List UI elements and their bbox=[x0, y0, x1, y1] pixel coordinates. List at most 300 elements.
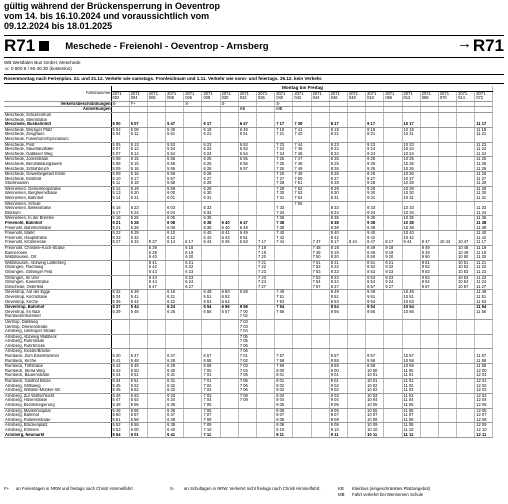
route-number-right: R71 bbox=[472, 36, 504, 55]
departure-time: 10 52 bbox=[457, 265, 475, 270]
departure-time: 8 50 bbox=[366, 255, 384, 260]
departure-time: 6 27 bbox=[202, 177, 220, 182]
departure-time: 6 35 bbox=[202, 216, 220, 221]
departure-time: 7 59 bbox=[275, 364, 293, 369]
departure-time: 8 57 bbox=[366, 285, 384, 290]
stop-name: Wennemen, Schule bbox=[4, 201, 111, 206]
departure-time: 9 50 bbox=[420, 255, 438, 260]
trip-number-bottom: 004 bbox=[129, 96, 147, 101]
departure-time: 8 07 bbox=[275, 413, 293, 418]
departure-time: 9 38 bbox=[366, 221, 384, 226]
departure-time: 10 54 bbox=[457, 280, 475, 285]
departure-time: 6 40 bbox=[220, 221, 238, 226]
departure-time: 6 31 bbox=[166, 379, 184, 384]
trip-number-top: 2071 bbox=[275, 91, 293, 96]
departure-time: 8 22 bbox=[329, 265, 347, 270]
departure-time: 8 38 bbox=[329, 221, 347, 226]
departure-time: 11 09 bbox=[402, 423, 420, 428]
header-line1: gültig während der Brückensperrung in Oeventrop bbox=[4, 1, 221, 11]
departure-time: 5 09 bbox=[129, 127, 147, 132]
departure-time: 10 23 bbox=[402, 142, 420, 147]
departure-time: 10 27 bbox=[402, 177, 420, 182]
departure-time: 6 28 bbox=[166, 359, 184, 364]
restriction-cell: S- bbox=[220, 101, 238, 107]
trip-number-bottom: 072 bbox=[475, 96, 493, 101]
trip-number-top: 2071 bbox=[347, 91, 365, 96]
departure-time: 11 31 bbox=[475, 196, 493, 201]
departure-time: 11 38 bbox=[475, 221, 493, 226]
departure-time: 5 49 bbox=[166, 127, 184, 132]
stop-name: Freienohl, Christine-Koch-Straße bbox=[4, 246, 111, 251]
departure-time: 6 22 bbox=[184, 265, 202, 270]
departure-time: 11 27 bbox=[475, 177, 493, 182]
footnote-mb-key: MB bbox=[338, 492, 345, 497]
departure-time: 8 33 bbox=[329, 206, 347, 211]
departure-time: 5 34 bbox=[129, 240, 147, 245]
departure-time: 5 42 bbox=[129, 300, 147, 305]
departure-time: 5 23 bbox=[111, 236, 129, 241]
departure-time: 7 29 bbox=[275, 186, 293, 191]
departure-time: 5 02 bbox=[111, 127, 129, 132]
departure-time: 5 39 bbox=[147, 251, 165, 256]
departure-time: 9 19 bbox=[384, 246, 402, 251]
departure-time: 5 00 bbox=[111, 122, 129, 127]
departure-time: 11 34 bbox=[475, 211, 493, 216]
departure-time: 7 24 bbox=[275, 147, 293, 152]
departure-time: 6 19 bbox=[184, 251, 202, 256]
departure-time: 7 58 bbox=[275, 359, 293, 364]
departure-time: 7 50 bbox=[293, 177, 311, 182]
restriction-cell: S- bbox=[111, 101, 129, 107]
departure-time: 8 56 bbox=[329, 310, 347, 315]
departure-time: 7 06 bbox=[238, 349, 256, 354]
departure-time: 6 29 bbox=[202, 186, 220, 191]
departure-time: 10 03 bbox=[366, 393, 384, 398]
departure-time: 9 27 bbox=[366, 177, 384, 182]
departure-time: 5 37 bbox=[147, 240, 165, 245]
stop-name: Glösingen, Kaiserstraße bbox=[4, 280, 111, 285]
departure-time: 10 48 bbox=[457, 246, 475, 251]
departure-time: 7 28 bbox=[275, 181, 293, 186]
departure-time: 6 01 bbox=[166, 196, 184, 201]
departure-time bbox=[457, 433, 475, 438]
departure-time: 8 21 bbox=[329, 132, 347, 137]
departure-time: 7 47 bbox=[293, 157, 311, 162]
departure-time: 5 23 bbox=[129, 206, 147, 211]
departure-time: 11 02 bbox=[402, 384, 420, 389]
departure-time: 10 33 bbox=[402, 206, 420, 211]
stop-name: Wennemen, Bielesstraße bbox=[4, 206, 111, 211]
departure-time: 5 29 bbox=[129, 231, 147, 236]
departure-time: 9 24 bbox=[366, 147, 384, 152]
departure-time: 6 19 bbox=[202, 127, 220, 132]
departure-time: 8 58 bbox=[329, 359, 347, 364]
departure-time: 10 09 bbox=[366, 423, 384, 428]
stop-name: Arnsberg, Ruhrstraße bbox=[4, 339, 111, 344]
stop-name: Oeventrop, Im Nazi bbox=[4, 310, 111, 315]
departure-time: 9 19 bbox=[366, 127, 384, 132]
departure-time: 6 05 bbox=[166, 216, 184, 221]
departure-time: 9 57 bbox=[420, 285, 438, 290]
departure-time: 5 36 bbox=[111, 300, 129, 305]
departure-time: 6 18 bbox=[184, 246, 202, 251]
departure-time: 5 25 bbox=[129, 216, 147, 221]
departure-time: 10 00 bbox=[366, 369, 384, 374]
departure-time: 7 21 bbox=[257, 260, 275, 265]
departure-time: 6 48 bbox=[238, 226, 256, 231]
departure-time: 7 03 bbox=[238, 364, 256, 369]
departure-time: 6 38 bbox=[166, 418, 184, 423]
departure-time: 5 53 bbox=[166, 142, 184, 147]
departure-time: 5 52 bbox=[129, 384, 147, 389]
departure-time: 6 29 bbox=[166, 364, 184, 369]
stop-name: Rumbeck, Gasthof Brüse bbox=[4, 379, 111, 384]
departure-time: 11 19 bbox=[475, 246, 493, 251]
departure-time: 6 58 bbox=[202, 359, 220, 364]
departure-time: 8 08 bbox=[275, 418, 293, 423]
departure-time: 6 49 bbox=[238, 127, 256, 132]
departure-time: 7 19 bbox=[257, 251, 275, 256]
departure-time: 7 45 bbox=[293, 147, 311, 152]
trip-number-top: 2071 bbox=[129, 91, 147, 96]
departure-time: 8 54 bbox=[329, 305, 347, 310]
departure-time: 9 22 bbox=[384, 265, 402, 270]
stop-name: Meschede, Gallikiser Weg bbox=[4, 152, 111, 157]
departure-time: 11 21 bbox=[475, 132, 493, 137]
stop-name: Oeventrop, Kirche bbox=[4, 300, 111, 305]
departure-time: 9 51 bbox=[366, 295, 384, 300]
trip-number-top: 2071 bbox=[402, 91, 420, 96]
trip-number-bottom: 044 bbox=[311, 96, 329, 101]
departure-time: 10 26 bbox=[402, 172, 420, 177]
stop-name: Arnsberg, Bahnhof bbox=[4, 413, 111, 418]
departure-time: 11 59 bbox=[475, 364, 493, 369]
departure-time: 6 14 bbox=[166, 240, 184, 245]
departure-time: 7 27 bbox=[257, 285, 275, 290]
departure-time: 11 24 bbox=[475, 280, 493, 285]
departure-time: 12 07 bbox=[475, 413, 493, 418]
departure-time: 5 44 bbox=[111, 373, 129, 378]
departure-time: 6 38 bbox=[202, 221, 220, 226]
departure-time: 6 08 bbox=[166, 226, 184, 231]
departure-time: 9 47 bbox=[420, 240, 438, 245]
departure-time: 6 51 bbox=[238, 132, 256, 137]
departure-time: 6 10 bbox=[166, 231, 184, 236]
departure-time: 5 55 bbox=[129, 403, 147, 408]
trip-number-top: 2071 bbox=[329, 91, 347, 96]
departure-time: 5 56 bbox=[166, 167, 184, 172]
departure-time: 9 42 bbox=[366, 236, 384, 241]
departure-time: 5 43 bbox=[147, 275, 165, 280]
departure-time: 6 45 bbox=[220, 240, 238, 245]
departure-time: 9 23 bbox=[366, 142, 384, 147]
departure-time: 6 30 bbox=[202, 191, 220, 196]
header bbox=[4, 1, 220, 31]
departure-time: 5 51 bbox=[129, 379, 147, 384]
trip-number-top: 2071 bbox=[420, 91, 438, 96]
departure-time: 7 23 bbox=[257, 270, 275, 275]
trip-number-top: 2071 bbox=[220, 91, 238, 96]
departure-time: 7 02 bbox=[202, 388, 220, 393]
departure-time: 12 04 bbox=[475, 398, 493, 403]
departure-time: 5 39 bbox=[111, 310, 129, 315]
departure-time: 7 40 bbox=[275, 231, 293, 236]
stop-name: Arnsberg, Kloster/Brücke bbox=[4, 349, 111, 354]
trip-number-bottom: 026 bbox=[184, 96, 202, 101]
departure-time: 10 58 bbox=[402, 359, 420, 364]
trip-number-bottom: 042 bbox=[293, 96, 311, 101]
departure-time: 8 51 bbox=[366, 260, 384, 265]
departure-time: 11 28 bbox=[475, 181, 493, 186]
departure-time: 11 04 bbox=[402, 398, 420, 403]
departure-time: 5 48 bbox=[129, 359, 147, 364]
departure-time: 5 10 bbox=[111, 177, 129, 182]
departure-time: 7 23 bbox=[257, 275, 275, 280]
departure-time: 6 43 bbox=[220, 236, 238, 241]
departure-time: 7 00 bbox=[202, 369, 220, 374]
departure-time bbox=[238, 433, 256, 438]
departure-time: 6 33 bbox=[166, 393, 184, 398]
departure-time: 9 20 bbox=[384, 255, 402, 260]
departure-time: 7 19 bbox=[257, 246, 275, 251]
trip-number-bottom: 002 bbox=[111, 96, 129, 101]
departure-time: 8 44 bbox=[347, 240, 365, 245]
departure-time: 7 51 bbox=[293, 181, 311, 186]
departure-time: 5 51 bbox=[129, 373, 147, 378]
stop-name: Uentrop, Dahlweg bbox=[4, 319, 111, 324]
footnote-sminus-text: an Schultagen in NRW. Verkehrt nicht freitags nach Christi Himmelfahrt. bbox=[184, 486, 321, 491]
departure-time: 10 51 bbox=[457, 260, 475, 265]
departure-time: 5 04 bbox=[111, 132, 129, 137]
stop-name: Rumbeck, Kirche bbox=[4, 359, 111, 364]
departure-time: 6 25 bbox=[202, 162, 220, 167]
departure-time: 10 07 bbox=[366, 413, 384, 418]
departure-time: 8 01 bbox=[275, 379, 293, 384]
departure-time: 5 59 bbox=[129, 423, 147, 428]
departure-time: 5 47 bbox=[129, 354, 147, 359]
departure-time: 9 52 bbox=[420, 265, 438, 270]
departure-time: 7 31 bbox=[275, 196, 293, 201]
departure-time: 12 01 bbox=[475, 379, 493, 384]
departure-time: 5 54 bbox=[166, 147, 184, 152]
departure-time: 8 25 bbox=[329, 157, 347, 162]
departure-time: 7 05 bbox=[238, 339, 256, 344]
departure-time: 10 24 bbox=[402, 152, 420, 157]
departure-time: 6 34 bbox=[202, 211, 220, 216]
departure-time: 6 41 bbox=[220, 231, 238, 236]
trip-number-bottom: 010 bbox=[366, 96, 384, 101]
departure-time: 5 27 bbox=[111, 240, 129, 245]
departure-time: 5 45 bbox=[111, 388, 129, 393]
departure-time: 9 23 bbox=[384, 275, 402, 280]
departure-time: 6 27 bbox=[166, 354, 184, 359]
trip-number-bottom: 040 bbox=[275, 96, 293, 101]
departure-time: 8 26 bbox=[329, 167, 347, 172]
departure-time: 6 47 bbox=[238, 221, 256, 226]
departure-time: 12 00 bbox=[475, 369, 493, 374]
departure-time: 5 17 bbox=[129, 177, 147, 182]
departure-time: 5 18 bbox=[111, 216, 129, 221]
departure-time: 11 11 bbox=[402, 433, 420, 438]
departure-time: 9 31 bbox=[366, 196, 384, 201]
departure-time: 11 24 bbox=[475, 147, 493, 152]
departure-time: 11 05 bbox=[402, 403, 420, 408]
stop-name: Arnsberg, Hüsenstraße bbox=[4, 398, 111, 403]
departure-time: 11 08 bbox=[402, 418, 420, 423]
departure-time: 12 09 bbox=[475, 423, 493, 428]
departure-time: 7 11 bbox=[202, 433, 220, 438]
departure-time: 10 06 bbox=[366, 408, 384, 413]
departure-time: 7 49 bbox=[293, 167, 311, 172]
departure-time: 7 00 bbox=[238, 310, 256, 315]
departure-time: 7 54 bbox=[293, 196, 311, 201]
departure-time: 8 02 bbox=[275, 388, 293, 393]
departure-time: 6 04 bbox=[166, 211, 184, 216]
departure-time: 11 01 bbox=[402, 373, 420, 378]
departure-time: 7 24 bbox=[275, 152, 293, 157]
stop-name: Arnsberg, Brückenplatz bbox=[4, 423, 111, 428]
departure-time: 6 49 bbox=[202, 290, 220, 295]
departure-time: 7 30 bbox=[275, 191, 293, 196]
departure-time: 11 01 bbox=[402, 379, 420, 384]
departure-time: 11 30 bbox=[475, 191, 493, 196]
departure-time: 10 42 bbox=[402, 236, 420, 241]
departure-time: 5 16 bbox=[111, 206, 129, 211]
departure-time: 12 02 bbox=[475, 388, 493, 393]
departure-time: 7 57 bbox=[275, 354, 293, 359]
departure-time: 6 58 bbox=[238, 290, 256, 295]
trip-number-top: 2071 bbox=[438, 91, 456, 96]
departure-time: 10 57 bbox=[402, 354, 420, 359]
trip-number-bottom: 006 bbox=[147, 96, 165, 101]
departure-time: 10 34 bbox=[402, 211, 420, 216]
departure-time: 11 19 bbox=[475, 251, 493, 256]
stop-name: Freienohl, Bahnhof bbox=[4, 221, 111, 226]
departure-time: 5 08 bbox=[111, 162, 129, 167]
departure-time: 6 34 bbox=[166, 398, 184, 403]
departure-time: 8 59 bbox=[329, 364, 347, 369]
departure-time: 5 21 bbox=[111, 221, 129, 226]
departure-time: 5 49 bbox=[111, 408, 129, 413]
departure-time: 7 22 bbox=[257, 265, 275, 270]
stop-name: Arnsberg, Stiftsweg bbox=[4, 384, 111, 389]
departure-time: 6 01 bbox=[129, 433, 147, 438]
departure-time: 8 25 bbox=[329, 162, 347, 167]
departure-time: 10 51 bbox=[402, 295, 420, 300]
departure-time: 7 19 bbox=[275, 127, 293, 132]
departure-time: 10 40 bbox=[402, 231, 420, 236]
departure-time: 5 05 bbox=[111, 142, 129, 147]
departure-time: 7 35 bbox=[275, 216, 293, 221]
footnote-fplus-text: an Ferientagen in NRW und freitags nach Christi Himmelfahrt bbox=[16, 486, 133, 491]
departure-time: 11 25 bbox=[475, 157, 493, 162]
departure-time: 6 57 bbox=[238, 167, 256, 172]
departure-time: 9 28 bbox=[366, 181, 384, 186]
departure-time: 8 23 bbox=[329, 275, 347, 280]
stop-name: Meschede, Jockestraße bbox=[4, 157, 111, 162]
departure-time: 11 02 bbox=[402, 388, 420, 393]
departure-time: 8 51 bbox=[329, 295, 347, 300]
departure-time: 6 51 bbox=[238, 236, 256, 241]
departure-time: 8 10 bbox=[275, 428, 293, 433]
departure-time: 6 40 bbox=[202, 231, 220, 236]
departure-time: 6 24 bbox=[184, 280, 202, 285]
departure-time: 10 02 bbox=[366, 384, 384, 389]
departure-time: 6 39 bbox=[166, 423, 184, 428]
departure-time: 5 54 bbox=[166, 152, 184, 157]
stop-name: Arnsberg, Ruhrbrücke bbox=[4, 344, 111, 349]
departure-time: 11 17 bbox=[475, 122, 493, 127]
departure-time: 11 23 bbox=[475, 275, 493, 280]
departure-time: 9 02 bbox=[329, 384, 347, 389]
departure-time: 7 04 bbox=[202, 398, 220, 403]
departure-time: 5 54 bbox=[129, 398, 147, 403]
departure-time: 8 40 bbox=[329, 231, 347, 236]
departure-time: 10 30 bbox=[402, 191, 420, 196]
departure-time: 5 37 bbox=[111, 305, 129, 310]
trip-number-top: 2071 bbox=[475, 91, 493, 96]
departure-time: 10 53 bbox=[402, 300, 420, 305]
trip-number-top: 2071 bbox=[257, 91, 275, 96]
stop-name: Meschede, Winziger Platz bbox=[4, 127, 111, 132]
departure-time: 7 48 bbox=[311, 246, 329, 251]
departure-time: 10 24 bbox=[402, 147, 420, 152]
departure-time: 9 17 bbox=[366, 122, 384, 127]
operator-name: WB Westfalen Bus GmbH, Meschede bbox=[4, 60, 81, 65]
departure-time: 8 38 bbox=[329, 226, 347, 231]
departure-time: 5 07 bbox=[111, 152, 129, 157]
departure-time: 7 44 bbox=[275, 240, 293, 245]
departure-time: 10 01 bbox=[366, 379, 384, 384]
departure-time bbox=[347, 433, 365, 438]
departure-time: 8 19 bbox=[329, 251, 347, 256]
departure-time: 11 53 bbox=[475, 300, 493, 305]
departure-time: 8 09 bbox=[275, 423, 293, 428]
departure-time: 8 27 bbox=[329, 285, 347, 290]
departure-time: 11 54 bbox=[475, 305, 493, 310]
stop-name: Meschede, Schulzentrum bbox=[4, 112, 111, 117]
departure-time: 9 24 bbox=[384, 280, 402, 285]
departure-time: 7 03 bbox=[202, 393, 220, 398]
departure-time: 10 53 bbox=[457, 275, 475, 280]
departure-time: 5 15 bbox=[129, 157, 147, 162]
departure-time: 11 26 bbox=[475, 167, 493, 172]
divider bbox=[4, 57, 504, 58]
departure-time: 8 52 bbox=[366, 265, 384, 270]
departure-time: 7 46 bbox=[293, 152, 311, 157]
departure-time: 9 26 bbox=[366, 172, 384, 177]
departure-time: 9 53 bbox=[420, 275, 438, 280]
departure-time: 6 00 bbox=[166, 191, 184, 196]
departure-time: 10 44 bbox=[438, 240, 456, 245]
departure-time: 12 06 bbox=[475, 408, 493, 413]
route-bar bbox=[4, 36, 504, 56]
departure-time: 9 05 bbox=[329, 403, 347, 408]
departure-time: 6 26 bbox=[202, 167, 220, 172]
departure-time: 7 48 bbox=[293, 162, 311, 167]
departure-time: 6 26 bbox=[166, 310, 184, 315]
departure-time: 6 54 bbox=[202, 305, 220, 310]
departure-time: 12 11 bbox=[475, 433, 493, 438]
stop-name: Arnsberg, Rintelenstraße bbox=[4, 418, 111, 423]
departure-time: 11 56 bbox=[475, 310, 493, 315]
departure-time: 7 09 bbox=[202, 423, 220, 428]
departure-time: 7 17 bbox=[275, 122, 293, 127]
departure-time: 8 53 bbox=[366, 275, 384, 280]
departure-time: 6 53 bbox=[238, 142, 256, 147]
departure-time: 5 44 bbox=[111, 379, 129, 384]
departure-time: 7 53 bbox=[311, 275, 329, 280]
